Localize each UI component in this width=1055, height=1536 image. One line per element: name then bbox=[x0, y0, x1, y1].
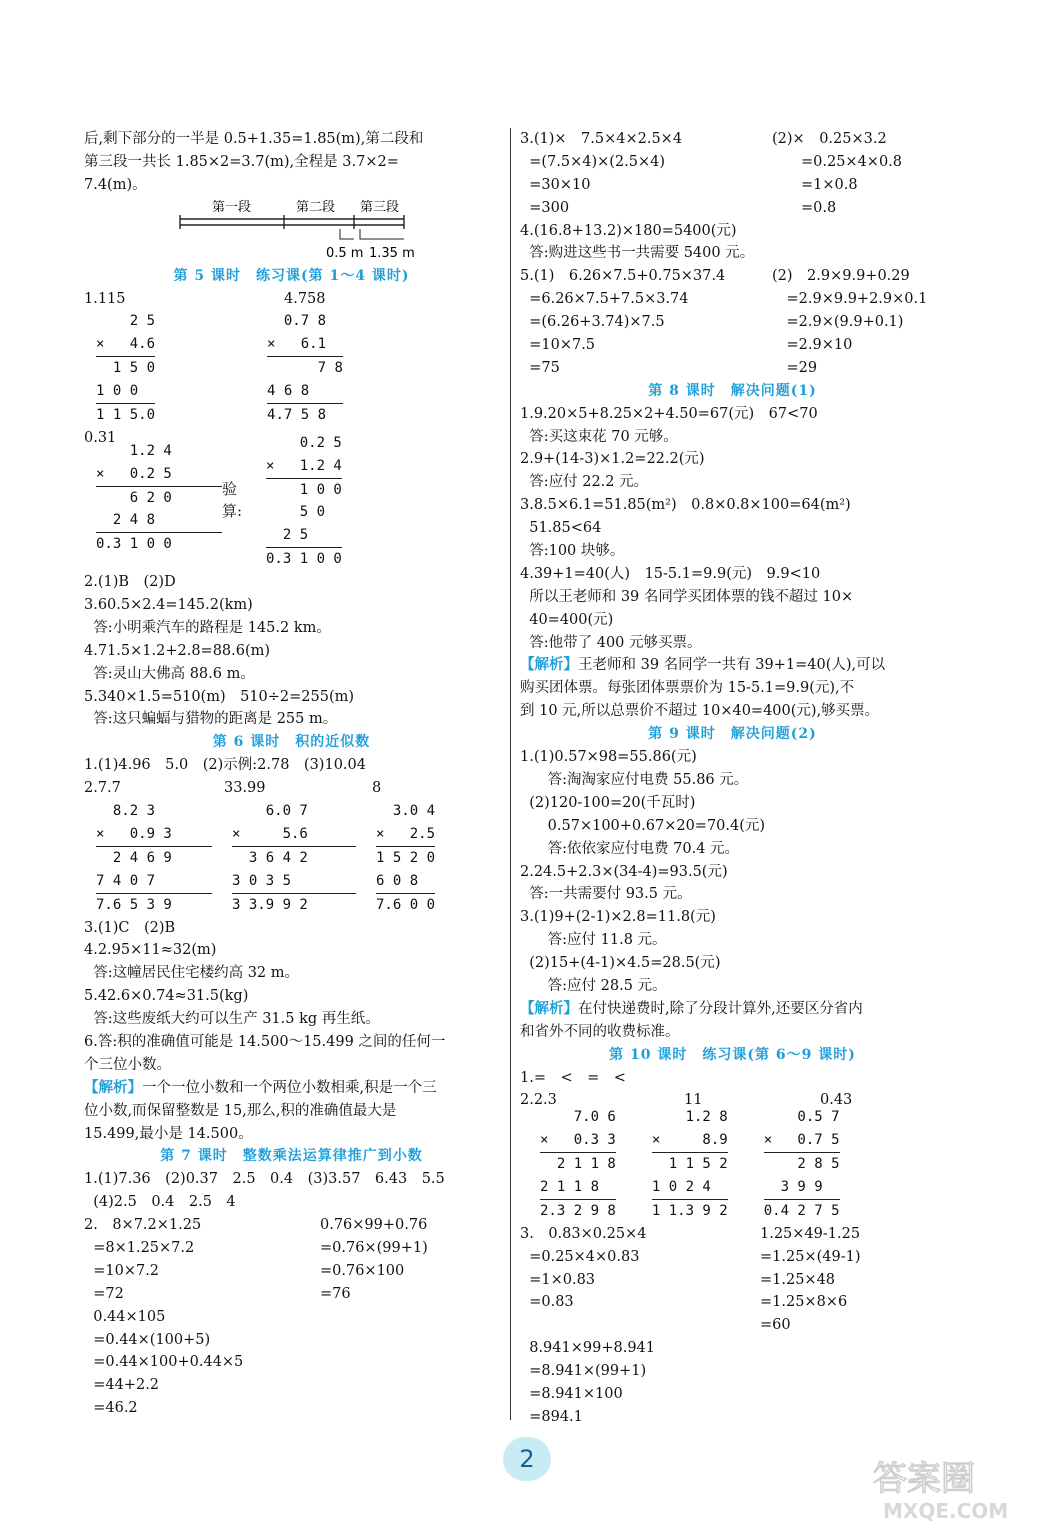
column-divider bbox=[510, 128, 511, 1420]
q6-2-row bbox=[84, 777, 499, 800]
text-line: =75 bbox=[520, 359, 560, 376]
calc-block bbox=[772, 265, 927, 379]
text-line: 2.24.5+2.3×(34-4)=93.5(元) bbox=[520, 863, 728, 880]
text-line: 3. 0.83×0.25×4 bbox=[520, 1225, 647, 1242]
calc-block bbox=[320, 1214, 428, 1306]
text-line: 5.340×1.5=510(m) 510÷2=255(m) bbox=[84, 688, 355, 705]
text-line: 2. 8×7.2×1.25 bbox=[84, 1217, 202, 1234]
text-line: 5.(1) 6.26×7.5+0.75×37.4 bbox=[520, 268, 726, 285]
mul-row: 0.4 2 7 5 bbox=[764, 1199, 840, 1223]
text-line: =1.25×(49-1) bbox=[760, 1248, 861, 1265]
calc-block bbox=[520, 1223, 760, 1337]
calc-block bbox=[760, 1223, 860, 1337]
mul-row: 0.7 8 bbox=[267, 313, 327, 330]
seg3-label: 第三段 bbox=[360, 199, 400, 215]
mul-row: 0.5 7 bbox=[763, 1109, 840, 1126]
vertical-multiplication bbox=[540, 1106, 616, 1222]
text-line: 答:淘淘家应付电费 55.86 元。 bbox=[520, 771, 749, 788]
text-line: 6.答:积的准确值可能是 14.500～15.499 之间的任何一 bbox=[84, 1033, 446, 1050]
text-line: 答:这些废纸大约可以生产 31.5 kg 再生纸。 bbox=[84, 1011, 380, 1028]
lesson-9-heading: 第 9 课时 解决问题(2) bbox=[648, 726, 817, 743]
text-line: 1.9.20×5+8.25×2+4.50=67(元) 67<70 bbox=[520, 405, 818, 422]
text-line: =0.8 bbox=[772, 199, 837, 216]
vertical-multiplication bbox=[652, 1106, 728, 1222]
text-line: 1.25×49-1.25 bbox=[760, 1225, 861, 1242]
text-line: =1.25×48 bbox=[760, 1271, 836, 1288]
text-line: 答:灵山大佛高 88.6 m。 bbox=[84, 665, 255, 682]
text-line: =76 bbox=[320, 1285, 351, 1302]
calc-block bbox=[84, 1214, 320, 1306]
mul-row: 2 5 bbox=[96, 313, 156, 330]
q7-3-row bbox=[520, 128, 945, 220]
analysis-text: 王老师和 39 名同学一共有 39+1=40(人),可以 bbox=[578, 657, 886, 674]
text-line: 第三段一共长 1.85×2=3.7(m),全程是 3.7×2= bbox=[84, 153, 399, 170]
mul-row: 2 1 1 8 bbox=[540, 1178, 600, 1195]
lesson-10-heading: 第 10 课时 练习课(第 6～9 课时) bbox=[609, 1046, 856, 1063]
text-line: 0.76×99+0.76 bbox=[320, 1217, 428, 1234]
analysis-line: 15.499,最小是 14.500。 bbox=[84, 1125, 253, 1142]
text-line: 4.71.5×1.2+2.8=88.6(m) bbox=[84, 642, 271, 659]
text-line: (2)15+(4-1)×4.5=28.5(元) bbox=[520, 955, 721, 972]
text-line: =8×1.25×7.2 bbox=[84, 1239, 195, 1256]
analysis-text: 在付快递费时,除了分段计算外,还要区分省内 bbox=[578, 1000, 863, 1017]
mul-row: 1 1.3 9 2 bbox=[652, 1199, 728, 1223]
text-line: 8.941×99+8.941 bbox=[520, 1340, 655, 1357]
text-line: (2) 2.9×9.9+0.29 bbox=[772, 268, 910, 285]
mul-row: 2 8 5 bbox=[764, 1152, 840, 1176]
calc-block bbox=[520, 128, 772, 220]
text-line: 1.(1)0.57×98=55.86(元) bbox=[520, 749, 697, 766]
vertical-multiplication bbox=[267, 310, 343, 426]
text-line: =(7.5×4)×(2.5×4) bbox=[520, 153, 666, 170]
text-line: 0.57×100+0.67×20=70.4(元) bbox=[520, 817, 766, 834]
text-line: 2.9+(14-3)×1.2=22.2(元) bbox=[520, 451, 705, 468]
analysis-line: 到 10 元,所以总票价不超过 10×40=400(元),够买票。 bbox=[520, 703, 880, 720]
text-line: 1.= < = < bbox=[520, 1069, 626, 1086]
text-line: =0.76×100 bbox=[320, 1262, 405, 1279]
text-line: =30×10 bbox=[520, 176, 591, 193]
segment-diagram-svg bbox=[84, 197, 499, 265]
lesson-5-rest bbox=[84, 571, 499, 731]
q7-5-row bbox=[520, 265, 945, 379]
mul-row: × 0.3 3 bbox=[540, 1132, 616, 1149]
mul-row: × 0.7 5 bbox=[763, 1132, 840, 1149]
text-line: =300 bbox=[520, 199, 570, 216]
left-column bbox=[84, 128, 499, 1420]
text-line: 0.31 bbox=[84, 429, 117, 446]
text-line: =0.25×4×0.83 bbox=[520, 1248, 640, 1265]
text-line: 2.(1)B (2)D bbox=[84, 574, 176, 591]
lesson-7-heading: 第 7 课时 整数乘法运算律推广到小数 bbox=[160, 1148, 423, 1165]
lesson-8-heading: 第 8 课时 解决问题(1) bbox=[648, 382, 817, 399]
mul-row: 3 0 3 5 bbox=[232, 872, 292, 889]
q6-2-vertical-row bbox=[84, 800, 499, 916]
text-line: =1.25×8×6 bbox=[760, 1294, 848, 1311]
vertical-multiplication bbox=[266, 432, 342, 571]
lesson-6-heading: 第 6 课时 积的近似数 bbox=[212, 734, 371, 751]
text-line: 个三位小数。 bbox=[84, 1056, 171, 1073]
mul-row: × 0.9 3 bbox=[96, 825, 172, 842]
mul-row: 1 1 5 2 bbox=[652, 1152, 728, 1176]
analysis-tag: 【解析】 bbox=[520, 999, 578, 1017]
text-line: =10×7.5 bbox=[520, 337, 596, 354]
mul-row: 4.7 5 8 bbox=[267, 403, 343, 427]
segment-diagram bbox=[84, 197, 499, 265]
mul-row: 1 5 2 0 bbox=[376, 846, 435, 870]
mul-row: 2 5 bbox=[266, 527, 309, 544]
calc-block bbox=[84, 1306, 499, 1420]
analysis-line bbox=[84, 1077, 499, 1100]
text-line: 答:应付 22.2 元。 bbox=[520, 474, 649, 491]
analysis-tag: 【解析】 bbox=[84, 1078, 142, 1096]
text-line: =46.2 bbox=[84, 1400, 138, 1417]
text-line: =60 bbox=[760, 1317, 791, 1334]
text-line: 3.(1)× 7.5×4×2.5×4 bbox=[520, 131, 683, 147]
watermark-logo bbox=[863, 1446, 1043, 1526]
text-line: 4.2.95×11≈32(m) bbox=[84, 942, 217, 959]
text-line: =72 bbox=[84, 1285, 124, 1302]
text-line: 11 bbox=[684, 1092, 703, 1109]
mul-row: 7.0 6 bbox=[540, 1109, 616, 1126]
text-line: 1.(1)4.96 5.0 (2)示例:2.78 (3)10.04 bbox=[84, 757, 366, 774]
text-line: 答:一共需要付 93.5 元。 bbox=[520, 886, 692, 903]
seg2-label: 第二段 bbox=[296, 199, 336, 215]
analysis-line: 购买团体票。每张团体票票价为 15-5.1=9.9(元),不 bbox=[520, 680, 855, 697]
watermark-url: MXQE.COM bbox=[883, 1499, 1009, 1523]
text-line: 4.39+1=40(人) 15-5.1=9.9(元) 9.9<10 bbox=[520, 565, 821, 582]
text-line: 答:应付 28.5 元。 bbox=[520, 977, 667, 994]
text-line: =29 bbox=[772, 359, 818, 376]
mul-row: × 2.5 bbox=[376, 825, 436, 842]
mul-row: × 1.2 4 bbox=[266, 457, 342, 474]
mul-row: 1.2 4 bbox=[96, 442, 172, 459]
text-line: 4.(16.8+13.2)×180=5400(元) bbox=[520, 222, 737, 239]
text-line: 40=400(元) bbox=[520, 611, 614, 628]
q7-2-row bbox=[84, 1214, 499, 1306]
text-line: =8.941×(99+1) bbox=[520, 1363, 647, 1380]
mul-row: 7 8 bbox=[267, 356, 343, 380]
text-line: 答:购进这些书一共需要 5400 元。 bbox=[520, 245, 755, 262]
mul-row: 3 9 9 bbox=[763, 1178, 823, 1195]
text-line: 0.43 bbox=[820, 1092, 853, 1109]
analysis-line bbox=[520, 998, 945, 1021]
text-line: 答:小明乘汽车的路程是 145.2 km。 bbox=[84, 619, 331, 636]
text-line: 2.2.3 bbox=[520, 1092, 557, 1109]
text-line: 4.758 bbox=[284, 290, 326, 307]
mul-row: 0.2 5 bbox=[266, 434, 342, 451]
text-line: =2.9×10 bbox=[772, 337, 853, 354]
text-line: 答:依依家应付电费 70.4 元。 bbox=[520, 840, 740, 857]
mul-row: × 8.9 bbox=[651, 1132, 728, 1149]
mul-row: × 5.6 bbox=[232, 825, 308, 842]
text-line: 33.99 bbox=[224, 780, 266, 797]
text-line: (2)× 0.25×3.2 bbox=[772, 131, 887, 147]
calc-block bbox=[520, 265, 772, 379]
text-line: 答:他带了 400 元够买票。 bbox=[520, 634, 702, 651]
text-line: =2.9×(9.9+0.1) bbox=[772, 314, 904, 331]
calc-block bbox=[772, 128, 902, 220]
text-line: 答:这只蝙蝠与猎物的距离是 255 m。 bbox=[84, 711, 338, 728]
text-line: (2)120-100=20(千瓦时) bbox=[520, 794, 696, 811]
mul-row: 1 0 0 bbox=[96, 383, 139, 400]
lesson-5-heading: 第 5 课时 练习课(第 1～4 课时) bbox=[173, 267, 410, 284]
text-line: 1.115 bbox=[84, 290, 126, 307]
lesson-8-body bbox=[520, 403, 945, 723]
text-line: =44+2.2 bbox=[84, 1377, 160, 1394]
vertical-multiplication bbox=[232, 800, 356, 916]
q10-2-vertical-row bbox=[520, 1106, 945, 1222]
mul-row: 7 4 0 7 bbox=[96, 872, 156, 889]
text-line: 所以王老师和 39 名同学买团体票的钱不超过 10× bbox=[520, 588, 854, 605]
mul-row: 1.2 8 bbox=[651, 1109, 728, 1126]
right-column bbox=[520, 128, 945, 1429]
text-line: 答:买这束花 70 元够。 bbox=[520, 428, 678, 445]
vertical-multiplication bbox=[764, 1106, 840, 1222]
check-label: 验算: bbox=[222, 479, 243, 520]
mul-row: 7.6 5 3 9 bbox=[96, 893, 212, 917]
calc-block bbox=[520, 1337, 945, 1429]
analysis-line: 和省外不同的收费标准。 bbox=[520, 1023, 680, 1040]
text-line: =0.25×4×0.8 bbox=[772, 153, 903, 170]
text-line: 3.(1)9+(2-1)×2.8=11.8(元) bbox=[520, 909, 716, 926]
mul-row: 3 3.9 9 2 bbox=[232, 893, 356, 917]
q5-1-row bbox=[84, 288, 499, 311]
mul-row: × 6.1 bbox=[267, 336, 327, 353]
analysis-tag: 【解析】 bbox=[520, 656, 578, 674]
mul-row: 1 0 2 4 bbox=[651, 1178, 711, 1195]
text-line: =0.44×(100+5) bbox=[84, 1331, 211, 1348]
text-line: 3.(1)C (2)B bbox=[84, 919, 176, 936]
text-line: 答:这幢居民住宅楼约高 32 m。 bbox=[84, 965, 300, 982]
mul-row: 3 6 4 2 bbox=[232, 846, 356, 870]
seg1-label: 第一段 bbox=[212, 199, 252, 215]
text-line: =894.1 bbox=[520, 1408, 583, 1425]
analysis-text: 一个一位小数和一个两位小数相乘,积是一个三 bbox=[142, 1079, 437, 1096]
text-line: 0.44×105 bbox=[84, 1308, 166, 1325]
text-line: =1×0.83 bbox=[520, 1271, 596, 1288]
page-number: 2 bbox=[503, 1437, 551, 1481]
mul-row: 1 5 0 bbox=[96, 356, 155, 380]
text-line: 答:应付 11.8 元。 bbox=[520, 932, 667, 949]
mul-row: 6 0 8 bbox=[376, 872, 419, 889]
analysis-line: 位小数,而保留整数是 15,那么,积的准确值最大是 bbox=[84, 1102, 397, 1119]
watermark-text: 答案圈 bbox=[873, 1459, 975, 1499]
lesson-9-body bbox=[520, 746, 945, 1044]
text-line: (4)2.5 0.4 2.5 4 bbox=[84, 1194, 236, 1211]
text-line: =8.941×100 bbox=[520, 1385, 623, 1402]
text-line: 答:100 块够。 bbox=[520, 543, 625, 560]
mul-row: 2 4 8 bbox=[96, 512, 156, 529]
text-line: 1.(1)7.36 (2)0.37 2.5 0.4 (3)3.57 6.43 5.5 bbox=[84, 1171, 445, 1188]
mul-row: 0.3 1 0 0 bbox=[266, 547, 342, 571]
text-line: 后,剩下部分的一半是 0.5+1.35=1.85(m),第二段和 bbox=[84, 131, 424, 147]
text-line: =6.26×7.5+7.5×3.74 bbox=[520, 291, 689, 308]
mul-row: × 4.6 bbox=[96, 336, 156, 353]
vertical-multiplication bbox=[96, 310, 155, 426]
text-line: 2.7.7 bbox=[84, 780, 121, 797]
measure-1: 0.5 m bbox=[326, 245, 364, 261]
text-line: 7.4(m)。 bbox=[84, 176, 147, 193]
mul-row: 7.6 0 0 bbox=[376, 893, 435, 917]
mul-row: 3.0 4 bbox=[376, 803, 436, 820]
text-line: 51.85<64 bbox=[520, 520, 602, 537]
mul-row: 4 6 8 bbox=[267, 383, 310, 400]
mul-row: 1 1 5.0 bbox=[96, 403, 155, 427]
mul-row: 5 0 bbox=[266, 504, 326, 521]
mul-row: 1 0 0 bbox=[266, 478, 342, 502]
text-line: =10×7.2 bbox=[84, 1262, 160, 1279]
text-line: =1×0.8 bbox=[772, 176, 858, 193]
mul-row: 0.3 1 0 0 bbox=[96, 532, 222, 556]
mul-row: 6.0 7 bbox=[232, 803, 308, 820]
mul-row: 2 4 6 9 bbox=[96, 846, 212, 870]
q5-1-check-row bbox=[84, 434, 499, 571]
q10-3-row bbox=[520, 1223, 945, 1337]
text-line: =0.76×(99+1) bbox=[320, 1239, 428, 1256]
text-line: =(6.26+3.74)×7.5 bbox=[520, 314, 665, 331]
vertical-multiplication bbox=[96, 440, 222, 571]
mul-row: 2 1 1 8 bbox=[540, 1152, 616, 1176]
text-line: 3.60.5×2.4=145.2(km) bbox=[84, 597, 253, 614]
intro-text bbox=[84, 128, 499, 197]
lesson-6-rest bbox=[84, 917, 499, 1146]
analysis-line bbox=[520, 654, 945, 677]
text-line: =2.9×9.9+2.9×0.1 bbox=[772, 291, 928, 308]
mul-row: 6 2 0 bbox=[96, 486, 222, 510]
vertical-multiplication bbox=[96, 800, 212, 916]
text-line: 3.8.5×6.1=51.85(m²) 0.8×0.8×100=64(m²) bbox=[520, 497, 851, 514]
text-line: 5.42.6×0.74≈31.5(kg) bbox=[84, 988, 249, 1005]
text-line: =0.83 bbox=[520, 1294, 574, 1311]
measure-2: 1.35 m bbox=[369, 245, 415, 261]
mul-row: 2.3 2 9 8 bbox=[540, 1199, 616, 1223]
mul-row: 8.2 3 bbox=[96, 803, 156, 820]
vertical-multiplication bbox=[376, 800, 435, 916]
q5-1-vertical-row bbox=[84, 310, 499, 426]
mul-row: × 0.2 5 bbox=[96, 465, 172, 482]
text-line: 8 bbox=[372, 780, 382, 797]
text-line: =0.44×100+0.44×5 bbox=[84, 1354, 244, 1371]
